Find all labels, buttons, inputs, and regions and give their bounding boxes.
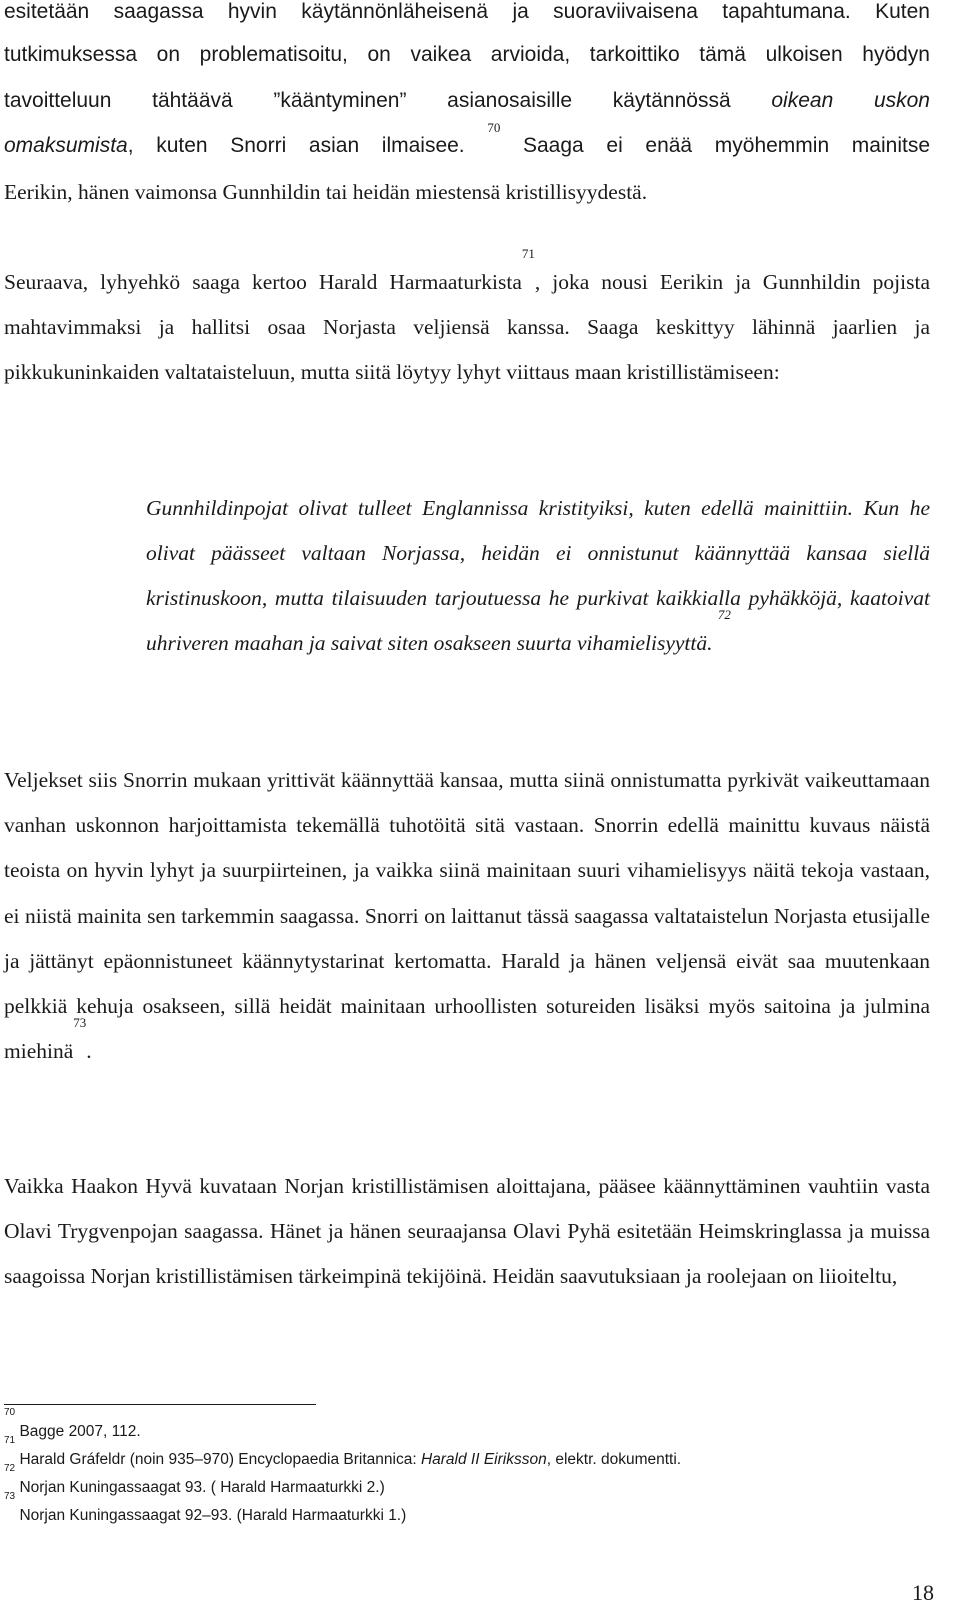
footnote-73 [4, 1491, 904, 1530]
paragraph-1-line-4-tail: Saaga ei enää myöhemmin mainitse [523, 134, 930, 157]
paragraph-2-text-a: Seuraava, lyhyehkö saaga kertoo Harald Harmaaturkista [4, 270, 522, 294]
footnote-70 [4, 1407, 904, 1446]
footnote-number: 71 [4, 1435, 16, 1446]
footnote-72 [4, 1463, 904, 1502]
paragraph-4-text: Vaikka Haakon Hyvä kuvataan Norjan kristillistämisen aloittajana, pääsee käännyttäminen vauhtiin vasta Olavi Trygvenpojan saagassa. Hänet ja hänen seuraajansa Olavi Pyhä esitetään Heimskringlassa ja muissa saagoissa Norjan kristillistämisen tärkeimpinä tekijöinä. Heidän saavutuksiaan ja roolejaan on liioiteltu, [4, 1174, 930, 1289]
paragraph-2-text-b: , joka nousi Eerikin ja Gunnhildin pojista mahtavimmaksi ja hallitsi osaa Norjasta veljiensä kanssa. Saaga keskittyy lähinnä jaarlien ja pikkukuninkaiden valtataisteluun, mutta siitä löytyy lyhyt viittaus maan kristillistämiseen: [4, 270, 930, 385]
footnote-ref-71[interactable]: 71 [521, 246, 535, 261]
page-number: 18 [912, 1580, 934, 1605]
emphasis-omaksumista: omaksumista [4, 134, 128, 157]
block-quote [146, 486, 930, 666]
paragraph-1-line-3-text: tavoitteluun tähtäävä ”kääntyminen” asianosaisille käytännössä [4, 89, 731, 112]
footnote-number: 73 [4, 1491, 16, 1502]
paragraph-3-text: Veljekset siis Snorrin mukaan yrittivät käännyttää kansaa, mutta siinä onnistumatta pyrkivät vaikeuttamaan vanhan uskonnon harjoittamista tekemällä tuhotöitä sitä vastaan. Snorrin edellä mainittu kuvaus näistä teoista on hyvin lyhyt ja suurpiirteinen, ja vaikka siinä mainitaan suuri vihamielisyys näitä tekoja vastaan, ei niistä mainita sen tarkemmin saagassa. Snorri on laittanut tässä saagassa valtataistelun Norjasta etusijalle ja jättänyt epäonnistuneet käännytystarinat kertomatta. Harald ja hänen veljensä eivät saa muutenkaan pelkkiä kehuja osakseen, sillä heidät mainitaan urhoollisten sotureiden lisäksi myös saitoina ja julmina miehinä [4, 768, 930, 1064]
paragraph-1-line-4 [4, 120, 930, 158]
footnote-separator [4, 1404, 316, 1405]
footnote-number: 72 [4, 1463, 16, 1474]
paragraph-1-line-3 [4, 89, 930, 113]
footnote-ref-73[interactable]: 73 [73, 1015, 87, 1031]
paragraph-4 [4, 1164, 930, 1300]
footnote-text-tail: , elektr. dokumentti. [546, 1451, 682, 1468]
footnote-ref-70[interactable]: 70 [487, 120, 501, 135]
paragraph-1-line-1: esitetään saagassa hyvin käytännönläheisenä ja suoraviivaisena tapahtumana. Kuten [4, 0, 930, 23]
paragraph-3-tail: . [86, 1039, 92, 1064]
footnote-number: 70 [4, 1407, 16, 1418]
footnote-text: Norjan Kuningassaagat 92–93. (Harald Harmaaturkki 1.) [19, 1507, 407, 1524]
footnote-text: Norjan Kuningassaagat 93. ( Harald Harmaaturkki 2.) [19, 1479, 385, 1496]
paragraph-3 [4, 758, 930, 1074]
footnote-ref-72[interactable]: 72 [717, 607, 731, 622]
paragraph-1-line-4-text: , kuten Snorri asian ilmaisee. [127, 134, 465, 157]
footnote-71 [4, 1435, 904, 1474]
paragraph-1-line-5: Eerikin, hänen vaimonsa Gunnhildin tai heidän miestensä kristillisyydestä. [4, 180, 648, 204]
footnote-text: Bagge 2007, 112. [19, 1423, 141, 1440]
footnote-italic-title: Harald II Eiriksson [420, 1451, 547, 1468]
paragraph-2 [4, 246, 930, 396]
footnotes [4, 1407, 904, 1530]
footnote-text: Harald Gráfeldr (noin 935–970) Encyclopaedia Britannica: [19, 1451, 421, 1468]
paragraph-1-line-2: tutkimuksessa on problematisoitu, on vaikea arvioida, tarkoittiko tämä ulkoisen hyödyn [4, 43, 930, 66]
block-quote-text: Gunnhildinpojat olivat tulleet Englannissa kristityiksi, kuten edellä mainittiin. Kun he olivat päässeet valtaan Norjassa, heidän ei onnistunut käännyttää kansaa siellä kristinuskoon, mutta tilaisuuden tarjoutuessa he purkivat kaikkialla pyhäkköjä, kaatoivat uhriveren maahan ja saivat siten osakseen suurta vihamielisyyttä. [146, 496, 930, 655]
emphasis-oikean-uskon: oikean uskon [771, 89, 930, 112]
